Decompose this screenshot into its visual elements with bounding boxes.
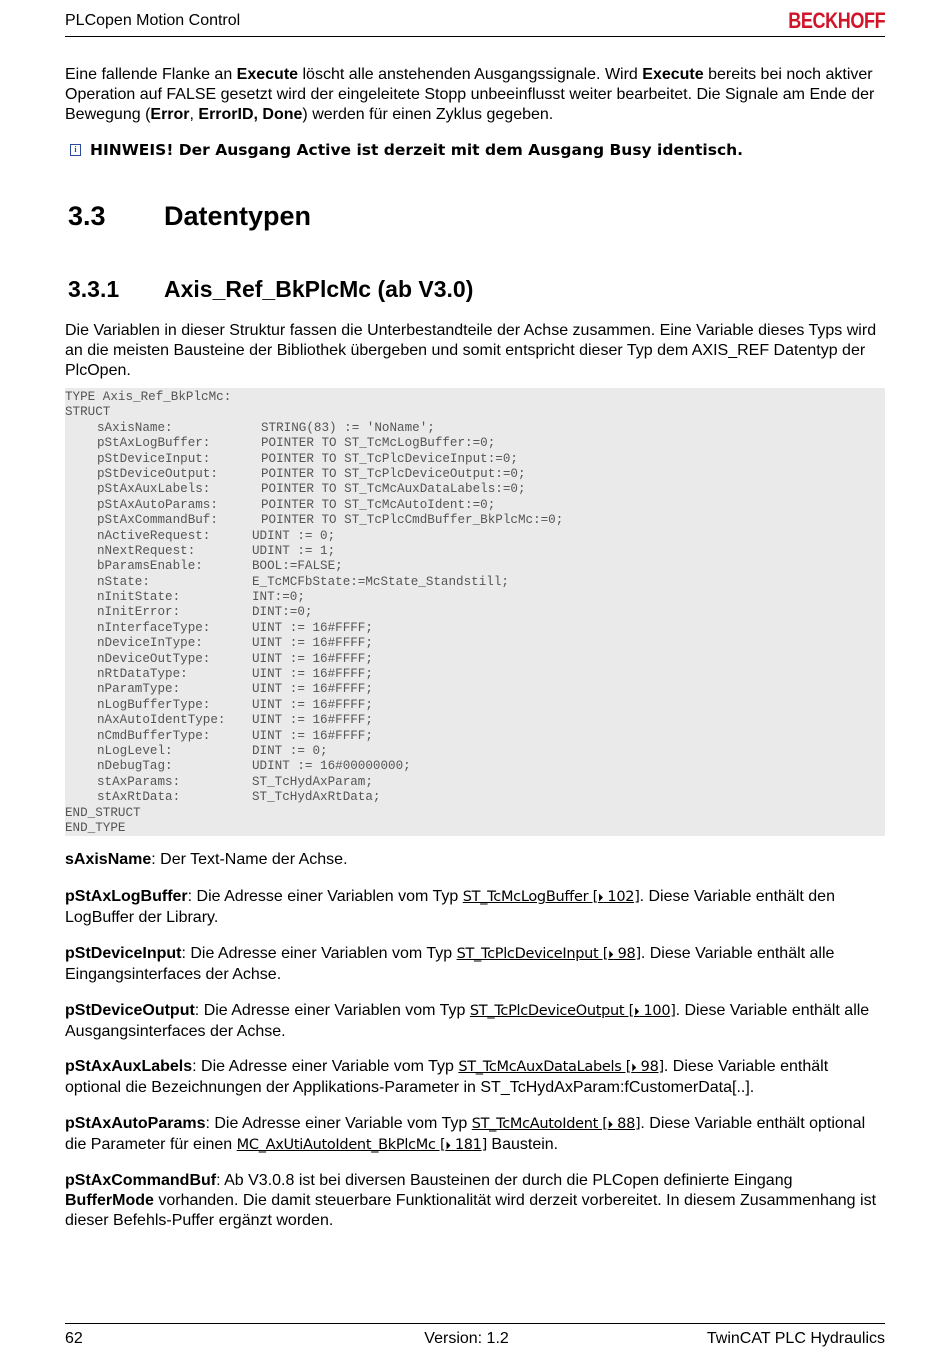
code-field-line — [65, 729, 885, 744]
code-field-name: nActiveRequest: — [97, 528, 211, 543]
code-field-type: UINT := 16#FFFF; — [252, 636, 373, 651]
section-title: Datentypen — [164, 201, 312, 231]
code-field-type: UINT := 16#FFFF; — [252, 682, 373, 697]
code-field-type: POINTER TO ST_TcMcAuxDataLabels:=0; — [261, 482, 526, 497]
code-field-type: ST_TcHydAxParam; — [252, 774, 373, 789]
note-text: HINWEIS! Der Ausgang Active ist derzeit mit dem Ausgang Busy identisch. — [90, 141, 744, 159]
code-field-line — [65, 467, 885, 482]
code-field-type: UDINT := 0; — [252, 528, 336, 543]
code-field-type: POINTER TO ST_TcMcAutoIdent:=0; — [261, 497, 496, 512]
code-line: STRUCT — [65, 405, 111, 420]
code-field-type: POINTER TO ST_TcPlcCmdBuffer_BkPlcMc:=0; — [261, 513, 564, 528]
code-field-type: POINTER TO ST_TcPlcDeviceInput:=0; — [261, 451, 518, 466]
code-field-name: nInitState: — [97, 590, 181, 605]
subsection-number: 3.3.1 — [68, 276, 120, 302]
code-field-name: nDebugTag: — [97, 759, 173, 774]
header-title: PLCopen Motion Control — [65, 12, 241, 29]
code-field-name: pStAxAuxLabels: — [97, 482, 211, 497]
code-field-name: pStAxAutoParams: — [97, 497, 218, 512]
code-line: TYPE Axis_Ref_BkPlcMc: — [65, 390, 232, 404]
code-field-name: nLogLevel: — [97, 743, 173, 758]
code-field-line — [65, 667, 885, 682]
link-st-tcmclogbuffer[interactable]: ST_TcMcLogBuffer [⏵ 102] — [462, 889, 640, 905]
code-field-name: nNextRequest: — [97, 543, 196, 558]
code-field-type: UINT := 16#FFFF; — [252, 651, 373, 666]
code-field-type: UINT := 16#FFFF; — [252, 697, 373, 712]
note-box — [70, 141, 743, 159]
code-field-type: UINT := 16#FFFF; — [252, 728, 373, 743]
code-line: END_STRUCT — [65, 805, 141, 820]
code-field-name: stAxParams: — [97, 774, 181, 789]
code-field-name: stAxRtData: — [97, 790, 181, 805]
code-field-type: POINTER TO ST_TcMcLogBuffer:=0; — [261, 436, 496, 451]
code-field-line — [65, 482, 885, 497]
code-field-name: bParamsEnable: — [97, 559, 203, 574]
link-st-tcplcdeviceinput[interactable]: ST_TcPlcDeviceInput [⏵ 98] — [456, 946, 641, 962]
code-line: END_TYPE — [65, 820, 126, 835]
code-field-name: sAxisName: — [97, 420, 173, 435]
code-field-name: nInterfaceType: — [97, 620, 211, 635]
code-field-type: INT:=0; — [252, 590, 305, 605]
code-field-line — [65, 652, 885, 667]
code-field-name: nState: — [97, 574, 150, 589]
code-field-line — [65, 559, 885, 574]
code-field-type: STRING(83) := 'NoName'; — [261, 420, 435, 435]
definition-pstaxcommandbuf: pStAxCommandBuf: Ab V3.0.8 ist bei diversen Bausteinen der durch die PLCopen definierte Eingang BufferMode vorhanden. Die damit steuerbare Funktionalität wird derzeit vorbereitet. In diesem Zusammenhang ist dieser Befehls-Puffer ergänzt worden. — [65, 1172, 877, 1229]
intro-paragraph: Eine fallende Flanke an Execute löscht alle anstehenden Ausgangssignale. Wird Execute bereits bei noch aktiver Operation auf FALSE gesetzt wird der eingeleitete Stopp unbeeinflusst weiter bearbeitet. Die Signale am Ende der Bewegung (Error, ErrorID, Done) werden für einen Zyklus gegeben. — [65, 66, 875, 123]
code-block — [65, 388, 885, 836]
code-field-line — [65, 513, 885, 528]
product-name: TwinCAT PLC Hydraulics — [706, 1330, 885, 1347]
definition-saxisname: sAxisName: Der Text-Name der Achse. — [65, 851, 348, 868]
brand-logo: BECKHOFF — [788, 8, 885, 33]
code-field-type: DINT:=0; — [252, 605, 313, 620]
subsection-title: Axis_Ref_BkPlcMc (ab V3.0) — [164, 276, 474, 302]
code-field-name: nLogBufferType: — [97, 697, 211, 712]
code-field-line — [65, 575, 885, 590]
code-field-name: nParamType: — [97, 682, 181, 697]
page-number: 62 — [65, 1330, 83, 1347]
code-field-name: pStDeviceInput: — [97, 451, 211, 466]
code-field-name: pStAxLogBuffer: — [97, 436, 211, 451]
code-field-line — [65, 452, 885, 467]
code-field-type: UINT := 16#FFFF; — [252, 713, 373, 728]
triangle-right-icon: ⏵ — [607, 1118, 613, 1131]
triangle-right-icon: ⏵ — [445, 1139, 451, 1152]
code-field-line — [65, 544, 885, 559]
info-icon: i — [70, 144, 81, 156]
code-field-line — [65, 590, 885, 605]
document-version: Version: 1.2 — [424, 1330, 509, 1347]
definition-pstaxautoparams: pStAxAutoParams: Die Adresse einer Variable vom Typ ST_TcMcAutoIdent [⏵ 88]. Diese Variable enthält optional die Parameter für einen MC_AxUtiAutoIdent_BkPlcMc [⏵ 181] Baustein. — [65, 1115, 866, 1153]
triangle-right-icon: ⏵ — [597, 891, 604, 904]
code-field-name: pStDeviceOutput: — [97, 466, 218, 481]
code-field-line — [65, 759, 885, 774]
triangle-right-icon: ⏵ — [631, 1061, 637, 1074]
triangle-right-icon: ⏵ — [633, 1005, 640, 1018]
code-field-line — [65, 621, 885, 636]
link-st-tcmcautoident[interactable]: ST_TcMcAutoIdent [⏵ 88] — [471, 1116, 641, 1132]
section-number: 3.3 — [68, 201, 106, 231]
link-mc-axutiautoident[interactable]: MC_AxUtiAutoIdent_BkPlcMc [⏵ 181] — [236, 1137, 487, 1153]
code-field-line — [65, 529, 885, 544]
code-field-name: nCmdBufferType: — [97, 728, 211, 743]
code-field-line — [65, 713, 885, 728]
code-field-type: UDINT := 16#00000000; — [252, 759, 411, 774]
code-field-line — [65, 636, 885, 651]
definition-pstdeviceinput: pStDeviceInput: Die Adresse einer Variablen vom Typ ST_TcPlcDeviceInput [⏵ 98]. Diese Variable enthält alle Eingangsinterfaces der Achse. — [65, 945, 835, 983]
code-field-type: ST_TcHydAxRtData; — [252, 790, 381, 805]
code-field-line — [65, 790, 885, 805]
code-field-line — [65, 744, 885, 759]
code-field-type: E_TcMCFbState:=McState_Standstill; — [252, 574, 509, 589]
code-field-line — [65, 775, 885, 790]
code-field-line — [65, 436, 885, 451]
code-field-line — [65, 498, 885, 513]
triangle-right-icon: ⏵ — [608, 948, 614, 961]
section-heading — [68, 201, 311, 232]
code-field-type: BOOL:=FALSE; — [252, 559, 343, 574]
definition-pstaxlogbuffer: pStAxLogBuffer: Die Adresse einer Variablen vom Typ ST_TcMcLogBuffer [⏵ 102]. Diese Variable enthält den LogBuffer der Library. — [65, 888, 835, 926]
code-field-name: nDeviceOutType: — [97, 651, 211, 666]
subsection-heading — [68, 276, 473, 303]
code-field-line — [65, 698, 885, 713]
code-field-type: UINT := 16#FFFF; — [252, 667, 373, 682]
code-field-name: nAxAutoIdentType: — [97, 713, 226, 728]
link-st-tcplcdeviceoutput[interactable]: ST_TcPlcDeviceOutput [⏵ 100] — [469, 1003, 676, 1019]
code-field-name: nRtDataType: — [97, 667, 188, 682]
code-field-type: DINT := 0; — [252, 743, 328, 758]
code-field-type: POINTER TO ST_TcPlcDeviceOutput:=0; — [261, 466, 526, 481]
definition-pstdeviceoutput: pStDeviceOutput: Die Adresse einer Variablen vom Typ ST_TcPlcDeviceOutput [⏵ 100]. Diese Variable enthält alle Ausgangsinterfaces der Achse. — [65, 1002, 870, 1040]
code-field-type: UINT := 16#FFFF; — [252, 620, 373, 635]
code-field-line — [65, 421, 885, 436]
code-field-name: pStAxCommandBuf: — [97, 513, 218, 528]
description-paragraph: Die Variablen in dieser Struktur fassen die Unterbestandteile der Achse zusammen. Eine Variable dieses Typs wird an die meisten Bausteine der Bibliothek übergeben und somit entspricht dieser Typ dem AXIS_REF Datentyp der PlcOpen. — [65, 322, 877, 379]
page-footer — [65, 1323, 885, 1354]
code-field-type: UDINT := 1; — [252, 543, 336, 558]
code-field-name: nInitError: — [97, 605, 181, 620]
code-field-line — [65, 605, 885, 620]
code-field-name: nDeviceInType: — [97, 636, 203, 651]
code-field-line — [65, 682, 885, 697]
page-header — [65, 8, 885, 37]
link-st-tcmcauxdatalabels[interactable]: ST_TcMcAuxDataLabels [⏵ 98] — [458, 1059, 664, 1075]
definition-pstaxauxlabels: pStAxAuxLabels: Die Adresse einer Variable vom Typ ST_TcMcAuxDataLabels [⏵ 98]. Diese Variable enthält optional die Bezeichnungen der Applikations-Parameter in ST_TcHydAxParam:fCustomerData[..]. — [65, 1058, 829, 1096]
